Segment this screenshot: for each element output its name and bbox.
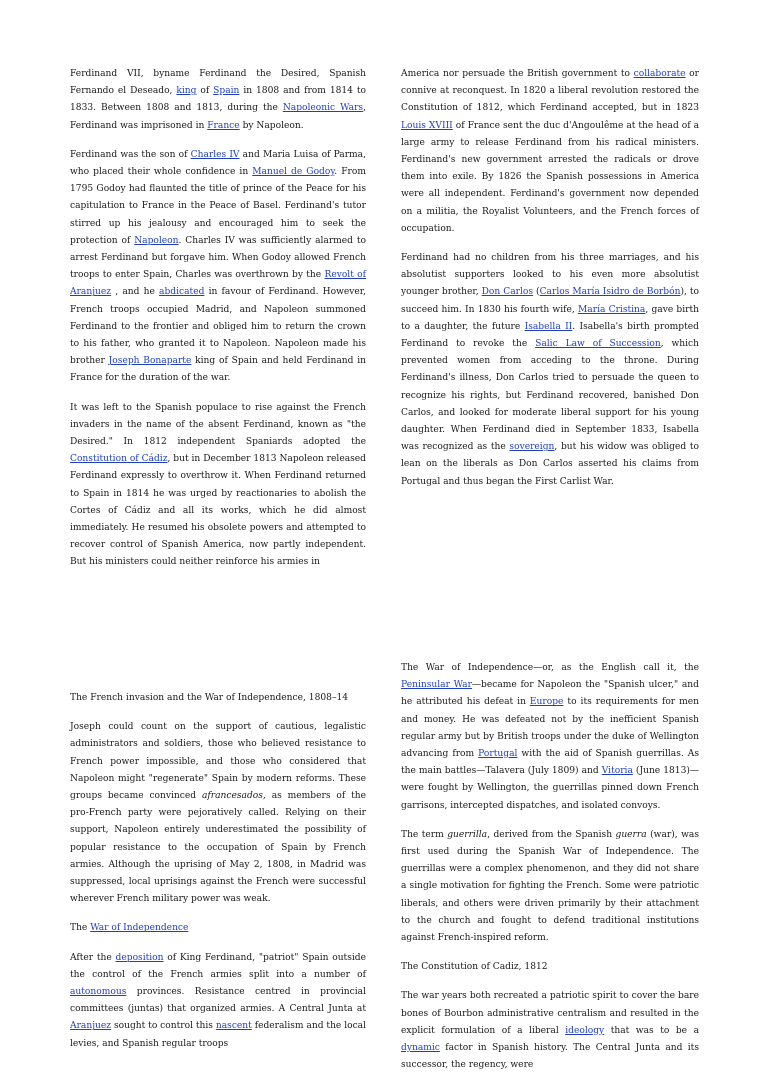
- text-run: , gave birth to a daughter, the future: [401, 304, 700, 332]
- inline-link[interactable]: Carlos María Isidro de Borbón: [539, 287, 681, 298]
- inline-link[interactable]: Europe: [529, 697, 564, 708]
- inline-link[interactable]: Manuel de Godoy: [252, 167, 335, 178]
- text-run: sought to control this: [111, 1021, 216, 1032]
- text-run: of King Ferdinand, "patriot" Spain outside the control of the French armies split into a number of: [70, 952, 366, 980]
- text-run: The French invasion and the War of Independence, 1808–14: [70, 693, 349, 703]
- top-right-column: [401, 66, 699, 503]
- text-run: of: [196, 86, 214, 97]
- inline-link[interactable]: king: [176, 86, 197, 97]
- paragraph: [401, 827, 699, 947]
- text-run: After the: [70, 952, 116, 963]
- inline-link[interactable]: Joseph Bonaparte: [108, 356, 192, 367]
- text-run: Ferdinand was the son of: [70, 149, 191, 160]
- text-run: ), to succeed him. In 1830 his fourth wife,: [401, 287, 699, 315]
- inline-link[interactable]: Napoleonic Wars: [282, 103, 364, 114]
- paragraph: [70, 400, 366, 572]
- inline-link[interactable]: Louis XVIII: [401, 120, 453, 131]
- inline-link[interactable]: dynamic: [401, 1043, 440, 1054]
- text-run: in favour of Ferdinand. However, French troops occupied Madrid, and Napoleon summoned Ferdinand to the frontier and obliged him to return the crown to his father, who granted it to Napoleon. Napoleon made his brother: [70, 287, 367, 367]
- inline-link[interactable]: Salic Law of Succession: [535, 339, 661, 350]
- paragraph: [401, 250, 699, 491]
- text-run: , as members of the pro-French party were pejoratively called. Relying on their support, Napoleon entirely underestimated the possibility of popular resistance to the occupation of Spain by French armies. Although the uprising of May 2, 1808, in Madrid was suppressed, local uprisings against the French were successful wherever French military power was weak.: [70, 791, 366, 905]
- inline-link[interactable]: ideology: [565, 1025, 605, 1036]
- text-run: (war), was first used during the Spanish War of Independence. The guerrillas were a complex phenomenon, and they did not share a single motivation for fighting the French. Some were patriotic liberals, and others were driven primarily by their attachment to the church and fought to defend traditional institutions against French-inspired reform.: [401, 829, 699, 944]
- text-run: , but in December 1813 Napoleon released Ferdinand expressly to overthrow it. When Ferdinand returned to Spain in 1814 he was urged by reactionaries to abolish the Cortes of Cádiz and all its works, which he did almost immediately. He resumed his obsolete powers and attempted to recover control of Spanish America, now partly independent. But his ministers could neither reinforce his armies in: [70, 454, 366, 568]
- text-run: , which prevented women from acceding to the throne. During Ferdinand's illness, Don Carlos tried to persuade the queen to recognize his rights, but Ferdinand recovered, banished Don Carlos, and looked for moderate liberal support for his young daughter. When Ferdinand died in September 1833, Isabella was recognized as the: [401, 339, 699, 453]
- text-run: The Constitution of Cadiz, 1812: [401, 962, 548, 973]
- inline-link[interactable]: Peninsular War: [401, 680, 472, 691]
- inline-link[interactable]: nascent: [215, 1021, 252, 1032]
- text-run: The term: [401, 829, 448, 840]
- inline-link[interactable]: Don Carlos: [481, 287, 534, 298]
- text-run: that was to be a: [604, 1025, 699, 1036]
- text-run: (: [533, 287, 540, 298]
- italic-term: guerrilla: [447, 829, 488, 840]
- inline-link[interactable]: Constitution of Cádiz: [70, 454, 168, 465]
- inline-link[interactable]: María Cristina: [577, 304, 646, 315]
- inline-link[interactable]: sovereign: [509, 442, 555, 453]
- inline-link[interactable]: Aranjuez: [70, 1021, 112, 1032]
- bottom-right-column: [401, 660, 699, 1086]
- text-run: Joseph could count on the support of cautious, legalistic administrators and soldiers, those who believed resistance to French power impossible, and those who considered that Napoleon might "regenerate" Spain by modern reforms. These groups became convinced: [70, 722, 366, 802]
- inline-link[interactable]: autonomous: [70, 987, 127, 998]
- text-run: in 1808 and from 1814 to 1833. Between 1808 and 1813, during the: [70, 86, 367, 114]
- text-run: . From 1795 Godoy had flaunted the title of prince of the Peace for his capitulation to France in the Peace of Basel. Ferdinand's tutor stirred up his jealousy and encouraged him to seek the protection of: [70, 167, 366, 246]
- inline-link[interactable]: Isabella II: [524, 321, 573, 332]
- text-run: king of Spain and held Ferdinand in France for the duration of the war.: [70, 356, 366, 384]
- paragraph: [401, 660, 699, 815]
- paragraph: [70, 147, 366, 388]
- inline-link[interactable]: Spain: [213, 86, 240, 97]
- text-run: Ferdinand had no children from his three marriages, and his absolutist supporters looked to his even more absolutist younger brother,: [401, 253, 699, 298]
- text-run: It was left to the Spanish populace to rise against the French invaders in the name of the absent Ferdinand, known as "the Desired." In 1812 independent Spaniards adopted the: [70, 402, 366, 448]
- bottom-left-column: [70, 690, 366, 1065]
- text-run: , and he: [111, 287, 160, 298]
- text-run: and Maria Luisa of Parma, who placed their whole confidence in: [70, 149, 366, 178]
- text-run: Ferdinand VII, byname Ferdinand the Desired, Spanish Fernando el Deseado,: [70, 69, 366, 97]
- text-run: . Charles IV was sufficiently alarmed to arrest Ferdinand but forgave him. When Godoy allowed French troops to enter Spain, Charles was overthrown by the: [70, 235, 366, 281]
- paragraph: [70, 66, 366, 135]
- paragraph: [70, 950, 366, 1053]
- inline-link[interactable]: Portugal: [478, 749, 518, 760]
- inline-link[interactable]: Revolt of Aranjuez: [70, 270, 366, 298]
- text-run: (June 1813)—were fought by Wellington, the guerrillas pinned down French garrisons, intercepted dispatches, and isolated convoys.: [401, 766, 699, 811]
- inline-link[interactable]: collaborate: [633, 69, 686, 79]
- italic-term: afrancesados: [201, 791, 263, 802]
- text-run: The: [70, 923, 91, 934]
- text-run: —became for Napoleon the "Spanish ulcer," and he attributed his defeat in: [401, 680, 699, 708]
- paragraph: [401, 66, 699, 238]
- inline-link[interactable]: Vitoria: [601, 766, 633, 777]
- text-run: provinces. Resistance centred in provincial committees (juntas) that organized armies. A Central Junta at: [70, 987, 366, 1015]
- inline-link[interactable]: deposition: [115, 952, 164, 963]
- text-run: or connive at reconquest. In 1820 a liberal revolution restored the Constitution of 1812, which Ferdinand accepted, but in 1823: [401, 69, 699, 114]
- paragraph: [70, 719, 366, 908]
- paragraph: [70, 920, 366, 937]
- text-run: The war years both recreated a patriotic spirit to cover the bare bones of Bourbon administrative centralism and resulted in the explicit formulation of a liberal: [401, 991, 699, 1036]
- inline-link[interactable]: War of Independence: [90, 923, 189, 934]
- paragraph: [401, 988, 699, 1074]
- inline-link[interactable]: France: [207, 120, 240, 131]
- text-run: federalism and the local levies, and Spanish regular troops: [70, 1021, 367, 1049]
- text-run: with the aid of Spanish guerrillas. As the main battles—Talavera (July 1809) and: [401, 749, 699, 777]
- top-left-column: [70, 66, 366, 584]
- text-run: , but his widow was obliged to lean on the liberals as Don Carlos asserted his claims from Portugal and thus began the First Carlist War.: [401, 442, 699, 487]
- section-heading: [401, 959, 699, 976]
- text-run: America nor persuade the British government to: [401, 69, 634, 79]
- text-run: The War of Independence—or, as the English call it, the: [401, 663, 699, 673]
- section-heading: [70, 690, 366, 707]
- text-run: , Ferdinand was imprisoned in: [70, 103, 367, 131]
- text-run: to its requirements for men and money. He was defeated not by the inefficient Spanish regular army but by British troops under the duke of Wellington advancing from: [401, 697, 699, 760]
- text-run: . Isabella's birth prompted Ferdinand to revoke the: [401, 321, 699, 350]
- text-run: factor in Spanish history. The Central Junta and its successor, the regency, were: [401, 1043, 699, 1071]
- text-run: , derived from the Spanish: [487, 829, 616, 840]
- inline-link[interactable]: Charles IV: [190, 149, 240, 160]
- inline-link[interactable]: abdicated: [159, 287, 205, 298]
- text-run: of France sent the duc d'Angoulême at the head of a large army to release Ferdinand from his radical ministers. Ferdinand's new government arrested the radicals or drove them into exile. By 1826 the Spanish possessions in America were all independent. Ferdinand's government now depended on a militia, the Royalist Volunteers, and the French forces of occupation.: [401, 120, 700, 234]
- inline-link[interactable]: Napoleon: [134, 235, 179, 246]
- text-run: by Napoleon.: [239, 120, 304, 131]
- italic-term: guerra: [615, 829, 647, 840]
